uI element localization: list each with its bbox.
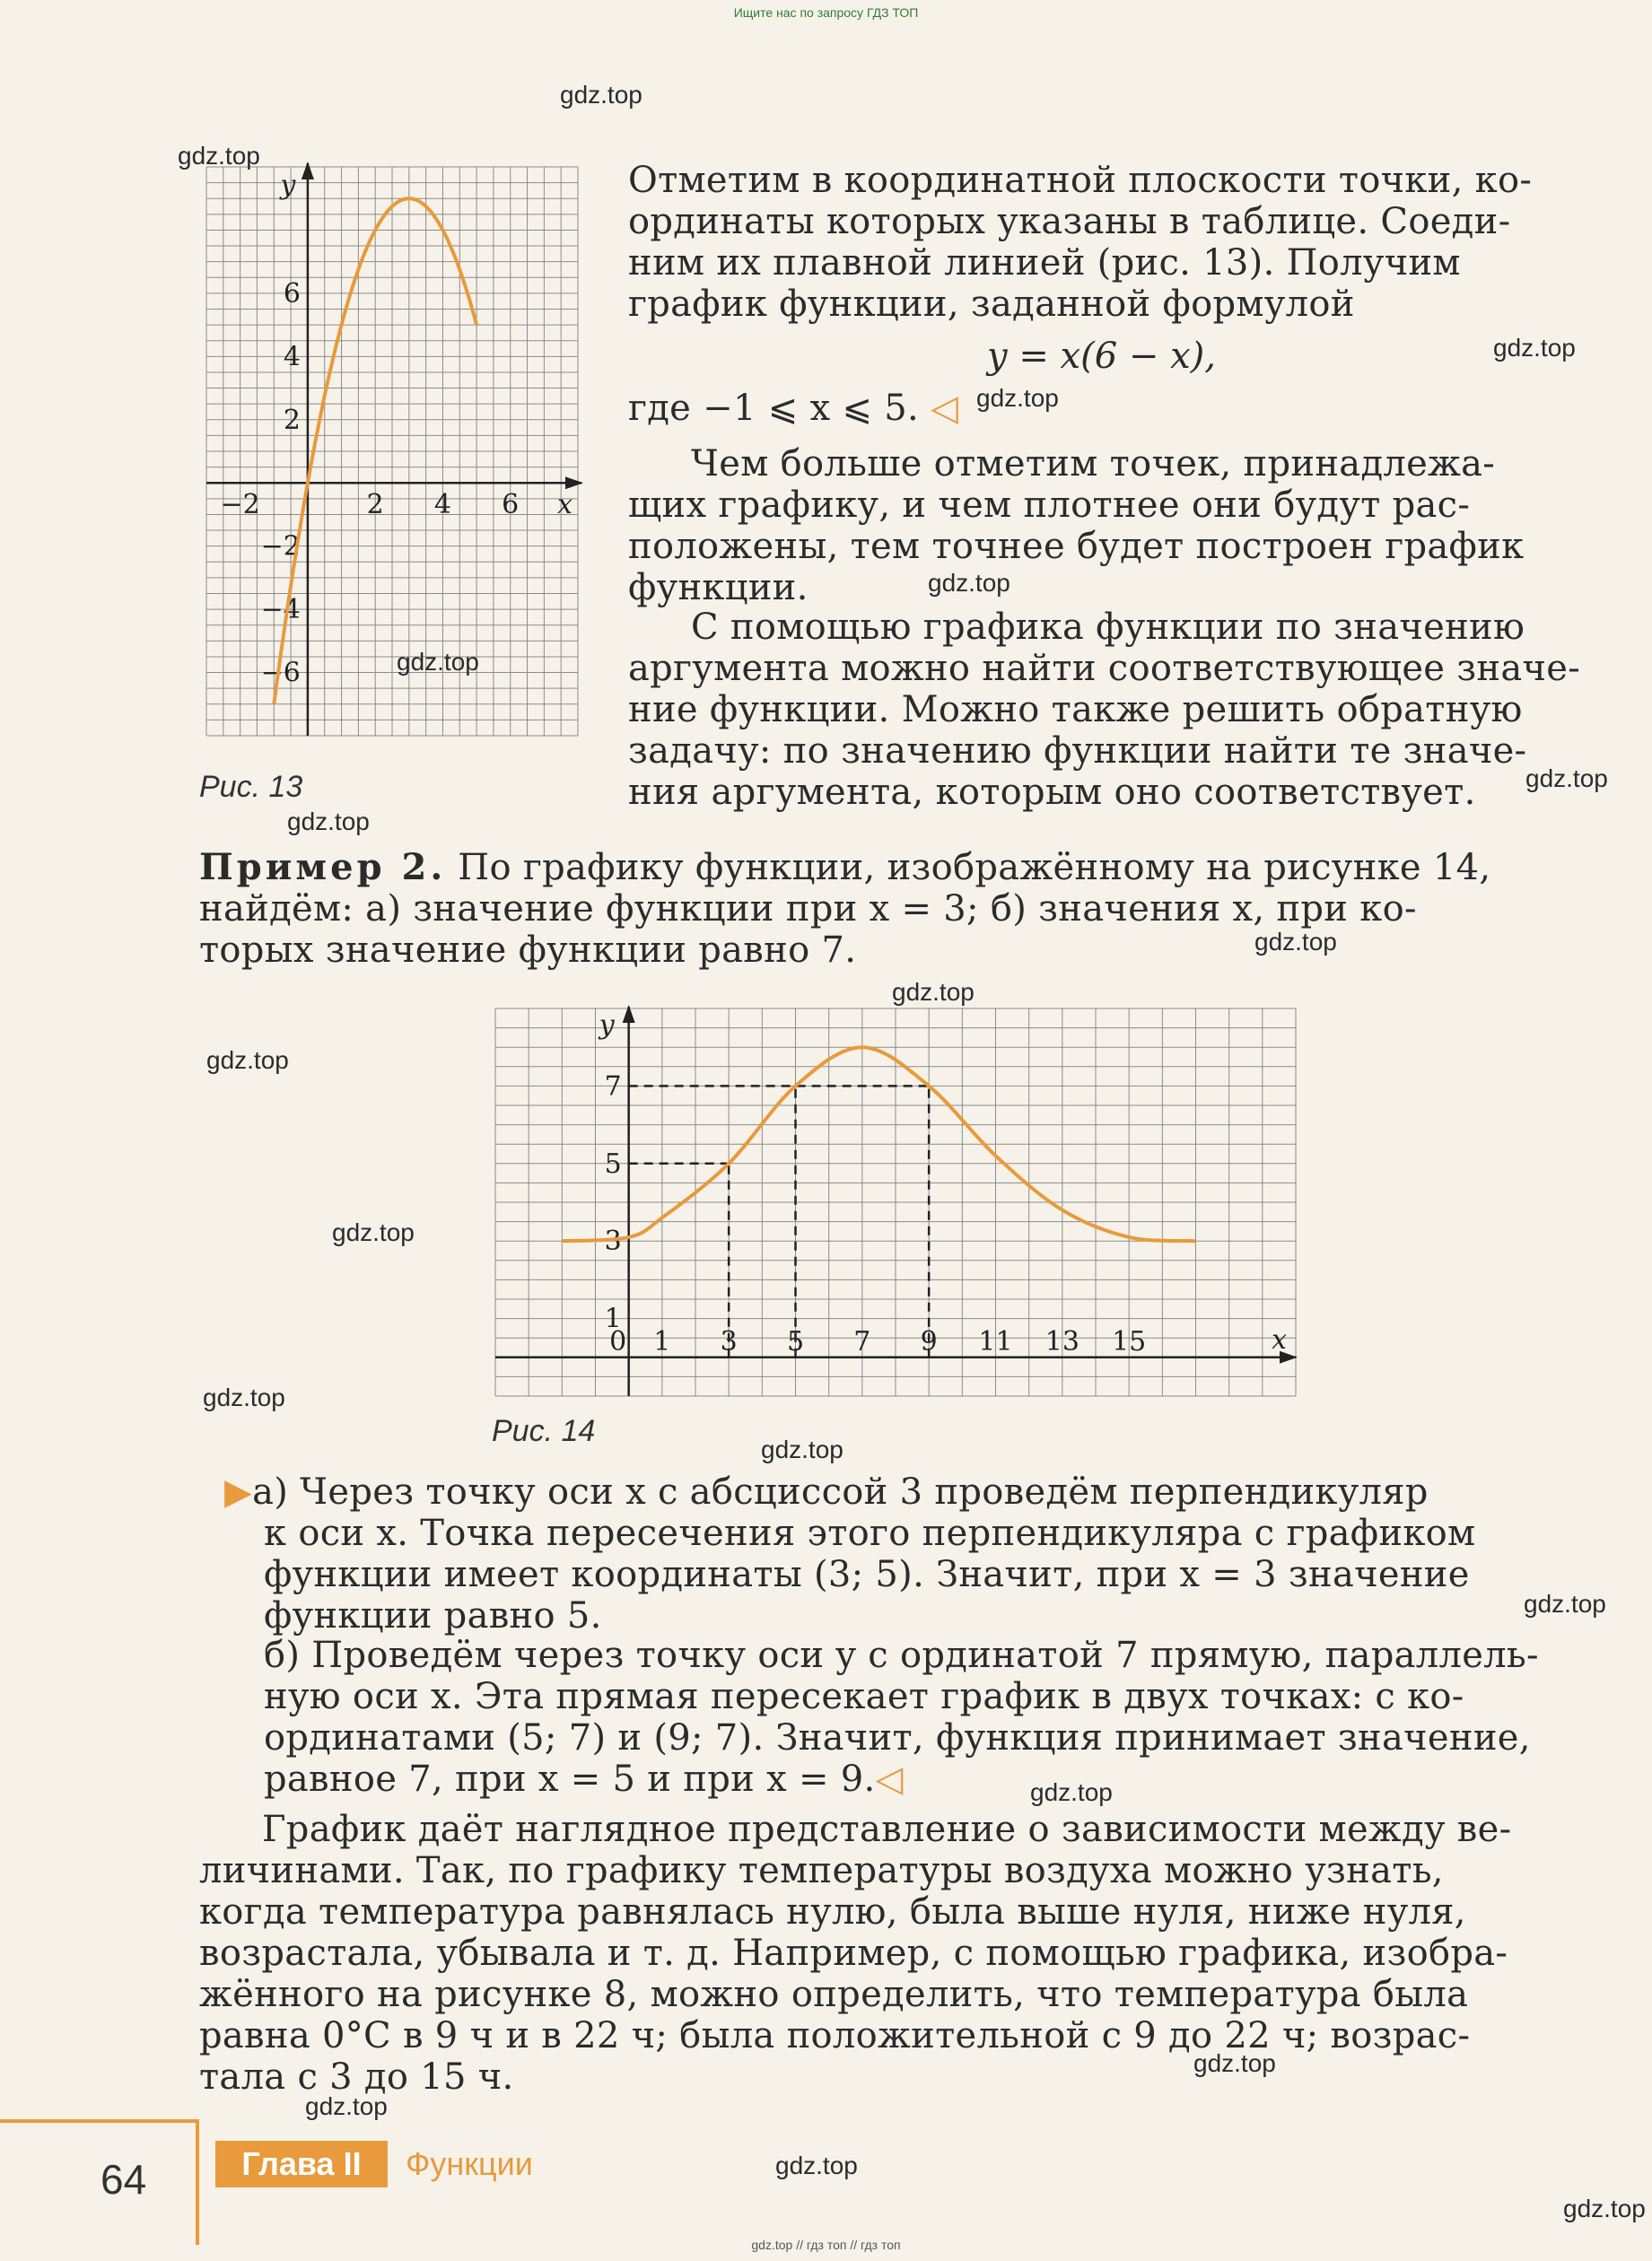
solution-b-line: ординатами (5; 7) и (9; 7). Значит, функция принимает значение, bbox=[264, 1717, 1531, 1759]
end-marker-icon: ◁ bbox=[931, 388, 959, 429]
fig13-y-tick-label: −6 bbox=[260, 657, 301, 689]
fig14-x-tick-label: 5 bbox=[786, 1325, 805, 1357]
watermark: gdz.top bbox=[305, 2092, 388, 2120]
watermark: gdz.top bbox=[1193, 2049, 1276, 2077]
fig14-x-tick-label: 3 bbox=[720, 1325, 738, 1357]
footer-rule-vertical bbox=[196, 2119, 199, 2245]
fig14-y-tick-label: 7 bbox=[604, 1070, 622, 1103]
final-line: тала с 3 до 15 ч. bbox=[199, 2056, 514, 2098]
example-text: По графику функции, изображённому на рисунке 14, bbox=[458, 847, 1491, 888]
fig13-x-tick-label: 6 bbox=[502, 489, 520, 521]
watermark: gdz.top bbox=[287, 808, 370, 835]
paragraph-2 bbox=[628, 443, 1578, 608]
final-line: График даёт наглядное представление о зависимости между ве- bbox=[262, 1809, 1512, 1850]
final-line: возрастала, убывала и т. д. Например, с помощью графика, изобра- bbox=[199, 1933, 1508, 1974]
chapter-title: Функции bbox=[406, 2145, 533, 2182]
figure-13-chart bbox=[199, 160, 585, 745]
paragraph-1 bbox=[628, 160, 1578, 325]
watermark: gdz.top bbox=[1030, 1778, 1113, 1806]
watermark: gdz.top bbox=[560, 81, 642, 109]
domain-text: где −1 ⩽ x ⩽ 5. bbox=[628, 388, 920, 429]
top-note: Ищите нас по запросу ГДЗ ТОП bbox=[733, 5, 919, 20]
solution-b-line: ную оси x. Эта прямая пересекает график в двух точках: с ко- bbox=[264, 1676, 1464, 1717]
p2-line: функции. bbox=[628, 567, 809, 608]
solution-b-line bbox=[264, 1759, 1581, 1800]
fig13-y-arrow-icon bbox=[302, 162, 314, 179]
fig14-y-arrow-icon bbox=[623, 1005, 635, 1023]
fig14-x-tick-label: 1 bbox=[653, 1325, 671, 1357]
example-heading: Пример 2. bbox=[199, 846, 447, 888]
figure-14-chart bbox=[492, 1005, 1299, 1400]
solution-a bbox=[224, 1471, 1581, 1637]
fig13-x-tick-label: 4 bbox=[433, 489, 452, 521]
fig14-y-tick-label: 1 bbox=[604, 1303, 622, 1335]
solution-a-line bbox=[224, 1471, 1581, 1513]
fig14-x-tick-label: 9 bbox=[920, 1325, 938, 1357]
fig13-tick-labels bbox=[221, 170, 573, 689]
fig13-grid bbox=[206, 167, 578, 736]
solution-a-text: а) Через точку оси x с абсциссой 3 проведём перпендикуляр bbox=[252, 1471, 1429, 1513]
watermark: gdz.top bbox=[928, 569, 1010, 597]
fig14-tick-labels bbox=[598, 1009, 1287, 1357]
p2-line: Чем больше отметим точек, принадлежа- bbox=[691, 443, 1496, 484]
example-2 bbox=[199, 847, 1581, 971]
fig13-y-tick-label: 2 bbox=[283, 404, 301, 436]
watermark: gdz.top bbox=[1524, 1590, 1606, 1618]
fig14-caption: Рис. 14 bbox=[492, 1414, 596, 1448]
solution-a-line: функции имеет координаты (3; 5). Значит, при x = 3 значение bbox=[264, 1554, 1470, 1595]
fig14-y-axis-label: y bbox=[599, 1009, 615, 1041]
fig14-x-tick-label: 7 bbox=[853, 1325, 871, 1357]
watermark: gdz.top bbox=[1493, 334, 1576, 362]
fig13-y-tick-label: 6 bbox=[283, 277, 301, 310]
fig13-x-axis-label: x bbox=[557, 489, 573, 521]
final-line: жённого на рисунке 8, можно определить, что температура была bbox=[199, 1974, 1469, 2015]
fig13-y-tick-label: −2 bbox=[260, 530, 301, 563]
p1-line: график функции, заданной формулой bbox=[628, 284, 1355, 325]
fig14-x-tick-label: 15 bbox=[1112, 1325, 1147, 1357]
solution-a-line: функции равно 5. bbox=[264, 1595, 602, 1637]
fig13-caption: Рис. 13 bbox=[199, 770, 303, 804]
final-line: личинами. Так, по графику температуры воздуха можно узнать, bbox=[199, 1850, 1444, 1891]
watermark: gdz.top bbox=[1525, 764, 1608, 792]
watermark: gdz.top bbox=[1254, 928, 1337, 956]
fig14-y-tick-label: 3 bbox=[604, 1226, 622, 1258]
domain-line bbox=[628, 388, 958, 429]
fig13-y-tick-label: −4 bbox=[260, 594, 301, 626]
page-number: 64 bbox=[101, 2156, 147, 2203]
fig14-x-tick-label: 0 bbox=[609, 1325, 627, 1357]
example-line: торых значение функции равно 7. bbox=[199, 930, 857, 971]
p3-line: ния аргумента, которым оно соответствует. bbox=[628, 772, 1476, 813]
solution-b-line: б) Проведём через точку оси y с ординатой 7 прямую, параллель- bbox=[264, 1635, 1539, 1676]
end-marker-icon: ◁ bbox=[875, 1759, 904, 1800]
formula: y = x(6 − x), bbox=[987, 336, 1216, 377]
fig13-axes bbox=[206, 162, 583, 736]
p3-line: аргумента можно найти соответствующее значе- bbox=[628, 648, 1581, 689]
example-line bbox=[199, 847, 1581, 888]
bottom-note: gdz.top // гдз топ // гдз топ bbox=[751, 2238, 901, 2252]
footer-rule bbox=[0, 2119, 199, 2123]
watermark: gdz.top bbox=[332, 1218, 415, 1246]
p1-line: ординаты которых указаны в таблице. Соеди- bbox=[628, 201, 1511, 242]
p3-line: задачу: по значению функции найти те значе- bbox=[628, 730, 1527, 772]
fig13-x-arrow-icon bbox=[565, 476, 583, 489]
final-line: равна 0°C в 9 ч и в 22 ч; была положительной с 9 до 22 ч; возрас- bbox=[199, 2015, 1471, 2056]
example-line: найдём: а) значение функции при x = 3; б) значения x, при ко- bbox=[199, 888, 1417, 930]
watermark: gdz.top bbox=[1563, 2195, 1646, 2222]
watermark: gdz.top bbox=[206, 1046, 289, 1074]
fig13-y-tick-label: 4 bbox=[283, 341, 301, 373]
watermark: gdz.top bbox=[976, 384, 1059, 412]
paragraph-3 bbox=[628, 607, 1581, 813]
fig14-x-axis-label: x bbox=[1272, 1323, 1287, 1356]
solution-a-line: к оси x. Точка пересечения этого перпендикуляра с графиком bbox=[264, 1513, 1476, 1554]
p3-line: С помощью графика функции по значению bbox=[691, 607, 1525, 648]
paragraph-final bbox=[199, 1809, 1581, 2098]
fig13-x-tick-label: 2 bbox=[366, 489, 384, 521]
solution-b-text: равное 7, при x = 5 и при x = 9. bbox=[264, 1759, 876, 1800]
chapter-badge: Глава II bbox=[215, 2141, 388, 2187]
p1-line: ним их плавной линией (рис. 13). Получим bbox=[628, 242, 1461, 284]
fig13-x-tick-label: −2 bbox=[220, 489, 260, 521]
watermark: gdz.top bbox=[761, 1436, 843, 1463]
p2-line: положены, тем точнее будет построен график bbox=[628, 526, 1525, 567]
p3-line: ние функции. Можно также решить обратную bbox=[628, 689, 1523, 730]
final-line: когда температура равнялась нулю, была выше нуля, ниже нуля, bbox=[199, 1891, 1466, 1933]
fig14-x-tick-label: 13 bbox=[1045, 1325, 1079, 1357]
p1-line: Отметим в координатной плоскости точки, ко- bbox=[628, 160, 1533, 201]
fig14-x-tick-label: 11 bbox=[978, 1325, 1013, 1357]
p2-line: щих графику, и чем плотнее они будут рас- bbox=[628, 484, 1471, 526]
watermark: gdz.top bbox=[178, 142, 260, 170]
watermark: gdz.top bbox=[203, 1384, 285, 1411]
watermark: gdz.top bbox=[775, 2152, 858, 2179]
play-marker-icon: ▶ bbox=[224, 1471, 253, 1513]
solution-b bbox=[264, 1635, 1581, 1800]
watermark: gdz.top bbox=[397, 648, 479, 676]
fig14-y-tick-label: 5 bbox=[604, 1148, 622, 1180]
watermark: gdz.top bbox=[892, 978, 975, 1006]
fig13-y-axis-label: y bbox=[280, 170, 296, 201]
